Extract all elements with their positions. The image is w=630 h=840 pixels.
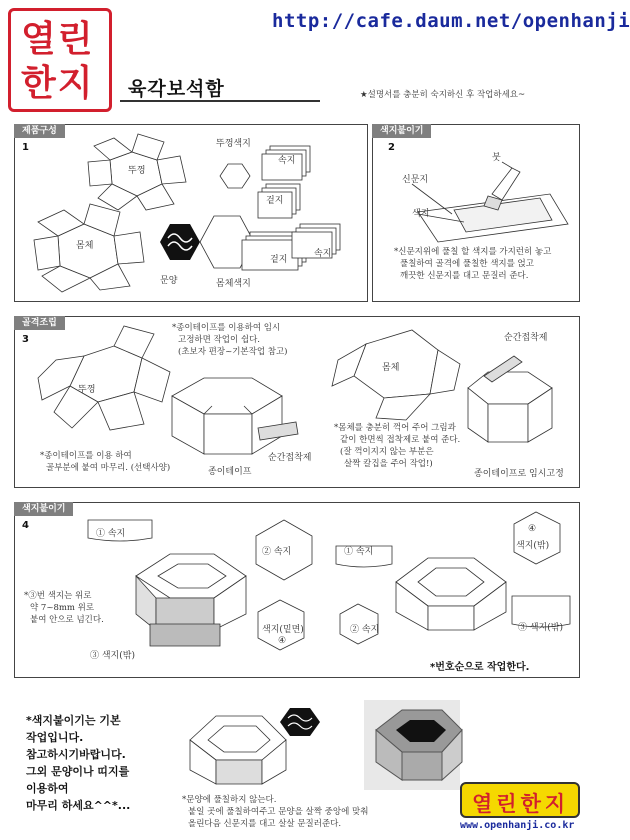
closing-diagram: [180, 700, 460, 790]
note-line: (잘 꺽이지지 않는 부분은: [340, 447, 434, 457]
label-tape: 종이테이프: [208, 467, 252, 477]
label-glue-a: 순간접착제: [268, 453, 312, 463]
note-line: 약 7~8mm 위로: [30, 603, 95, 613]
paper-apply-number: 4: [22, 520, 29, 531]
footer-logo-text: 열린한지: [472, 791, 570, 816]
note-line: (초보자 편장~기본작업 참고): [178, 347, 288, 357]
closing-note: [26, 712, 130, 814]
closing-line: 마무리 하세요^^*...: [26, 799, 131, 812]
note-line: *종이테이프를 이용하여 임시: [172, 323, 281, 333]
note-line: 깨끗한 신문지를 대고 문질러 준다.: [400, 271, 529, 281]
footer-url[interactable]: www.openhanji.co.kr: [460, 820, 575, 831]
label-body: 몸체: [76, 241, 94, 251]
closing-line: 이용하여: [26, 782, 69, 795]
paper-apply-footer: *번호순으로 작업한다.: [430, 662, 530, 673]
note-line: 같이 한면씩 접착제로 붙여 준다.: [340, 435, 461, 445]
instruction-text: ★설명서를 충분히 숙지하신 후 작업하세요~: [360, 90, 526, 100]
label-inner1b: ① 속지: [344, 547, 374, 557]
label-tape-fix: 종이테이프로 임시고정: [474, 469, 564, 479]
label-frame-body: 몸체: [382, 363, 400, 373]
paper-attach-number: 2: [388, 142, 395, 153]
label-bottom-num: ④: [278, 636, 287, 646]
label-newspaper: 신문지: [402, 175, 429, 185]
label-inner1: ① 속지: [96, 529, 126, 539]
note-line: 붙여 안으로 넘긴다.: [30, 615, 104, 625]
closing-line: 참고하시기바랍니다.: [26, 748, 126, 761]
label-outer3: ③ 색지(밖): [90, 651, 135, 661]
logo-seal: [8, 8, 112, 112]
logo-line1: 열린: [21, 18, 95, 60]
note-line: 올린다음 신문지를 대고 살살 문질러준다.: [188, 819, 342, 829]
paper-apply-badge: 색지붙이기: [14, 502, 73, 516]
note-line: *종이테이프를 이용 하여: [40, 451, 132, 461]
note-line: *몸체를 충분히 꺽어 주어 그림과: [334, 423, 456, 433]
closing-line: *색지붙이기는 기본: [26, 714, 121, 727]
label-inner-paper-b: 속지: [314, 249, 332, 259]
note-line: *문양에 풀칠하지 않는다.: [182, 795, 277, 805]
label-frame-lid: 뚜껑: [78, 385, 96, 395]
note-line: *③번 색지는 위로: [24, 591, 92, 601]
header-url[interactable]: http://cafe.daum.net/openhanji: [272, 10, 630, 32]
label-pattern: 문양: [160, 276, 178, 286]
frame-note-right: [334, 422, 460, 470]
label-lid-paper: 뚜껑색지: [216, 139, 251, 149]
note-line: 붙일 곳에 풀칠하여주고 문양을 살짝 중앙에 맞춰: [188, 807, 369, 817]
label-body-paper: 몸체색지: [216, 279, 251, 289]
note-line: 고정하면 작업이 쉽다.: [178, 335, 261, 345]
frame-note-left: [40, 450, 170, 474]
frame-number: 3: [22, 334, 29, 345]
label-outer-paper-a: 겉지: [266, 196, 284, 206]
label-glue-b: 순간접착제: [504, 333, 548, 343]
closing-instruction: [182, 794, 368, 830]
closing-line: 작업입니다.: [26, 731, 84, 744]
components-badge: 제품구성: [14, 124, 65, 138]
label-outer4: ④: [528, 524, 537, 534]
label-lid: 뚜껑: [128, 166, 146, 176]
paper-attach-note: [394, 246, 551, 282]
closing-line: 그외 문양이나 띠지를: [26, 765, 130, 778]
title-underline: [120, 100, 320, 102]
label-bottom-paper: 색지(밑면): [262, 625, 304, 635]
frame-badge: 골격조립: [14, 316, 65, 330]
label-colored-paper: 색지: [412, 209, 430, 219]
note-line: *신문지위에 풀칠 할 색지를 가지런히 놓고: [394, 247, 552, 257]
logo-line2: 한지: [21, 62, 95, 104]
label-outer3b: ③ 색지(밖): [518, 623, 563, 633]
components-number: 1: [22, 142, 29, 153]
frame-note-top: [172, 322, 287, 358]
paper-apply-note: [24, 590, 104, 626]
label-inner2: ② 속지: [262, 547, 292, 557]
label-outer-paper-b: 겉지: [270, 255, 288, 265]
note-line: 풀칠하여 골격에 풀칠한 색지를 얹고: [400, 259, 534, 269]
page-title: 육각보석함: [128, 78, 225, 100]
label-outer4b: 색지(밖): [516, 541, 550, 551]
footer-logo: [460, 782, 580, 818]
label-inner-paper-a: 속지: [278, 156, 296, 166]
label-brush: 붓: [492, 153, 501, 163]
components-diagram: [14, 124, 368, 302]
note-line: 살짝 칼집을 주어 작업!): [344, 459, 433, 469]
label-inner2b: ② 속지: [350, 625, 380, 635]
paper-attach-badge: 색지붙이기: [372, 124, 431, 138]
note-line: 골부분에 붙여 마무리. (선택사양): [46, 463, 171, 473]
